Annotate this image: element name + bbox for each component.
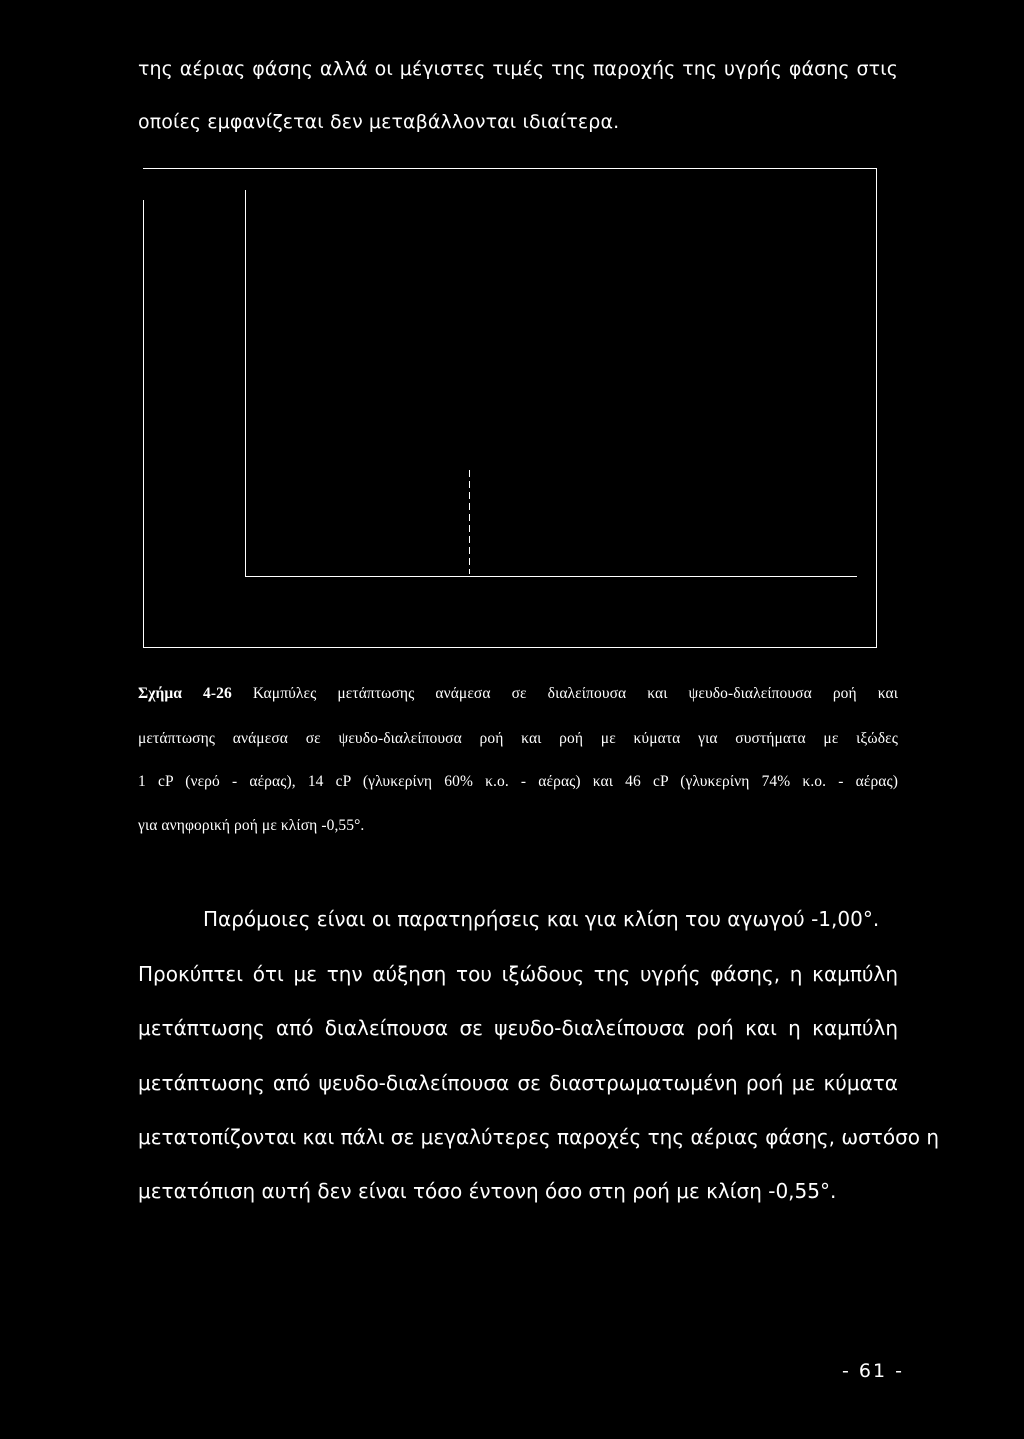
plot-x-axis <box>245 576 857 577</box>
body-line-2: Προκύπτει ότι με την αύξηση του ιξώδους της υγρής φάσης, η καμπύλη <box>138 962 898 986</box>
figure-frame-top <box>143 168 877 169</box>
figure-caption-text-1: Καμπύλες μετάπτωσης ανάμεσα σε διαλείπουσα και ψευδο-διαλείπουσα ροή και <box>252 685 898 702</box>
body-line-3: μετάπτωσης από διαλείπουσα σε ψευδο-διαλείπουσα ροή και η καμπύλη <box>138 1016 898 1040</box>
figure-caption-line-3: 1 cP (νερό - αέρας), 14 cP (γλυκερίνη 60% κ.ο. - αέρας) και 46 cP (γλυκερίνη 74% κ.ο. - αέρας) <box>138 773 898 790</box>
body-line-4: μετάπτωσης από ψευδο-διαλείπουσα σε διαστρωματωμένη ροή με κύματα <box>138 1071 898 1095</box>
page-number: - 61 - <box>842 1360 904 1382</box>
figure-caption-line-2: μετάπτωσης ανάμεσα σε ψευδο-διαλείπουσα ροή και ροή με κύματα για συστήματα με ιξώδες <box>138 730 898 747</box>
figure-frame-bottom <box>143 647 877 648</box>
plot-y-axis <box>245 190 246 577</box>
figure-caption-line-1 <box>138 685 898 703</box>
body-line-5: μετατοπίζονται και πάλι σε μεγαλύτερες παροχές της αέριας φάσης, ωστόσο η <box>138 1125 940 1149</box>
figure-caption-label: Σχήμα 4-26 <box>138 685 232 702</box>
figure-caption-line-4: για ανηφορική ροή με κλίση -0,55°. <box>138 817 365 834</box>
body-line-1: Παρόμοιες είναι οι παρατηρήσεις και για κλίση του αγωγού -1,00°. <box>203 907 880 931</box>
figure-frame-left <box>143 200 144 648</box>
plot-dashed-line <box>469 470 470 574</box>
body-line-6: μετατόπιση αυτή δεν είναι τόσο έντονη όσο στη ροή με κλίση -0,55°. <box>138 1179 837 1203</box>
intro-line-2: οποίες εμφανίζεται δεν μεταβάλλονται ιδιαίτερα. <box>138 111 620 133</box>
figure-frame-right <box>876 168 877 648</box>
intro-line-1: της αέριας φάσης αλλά οι μέγιστες τιμές της παροχής της υγρής φάσης στις <box>138 58 898 80</box>
